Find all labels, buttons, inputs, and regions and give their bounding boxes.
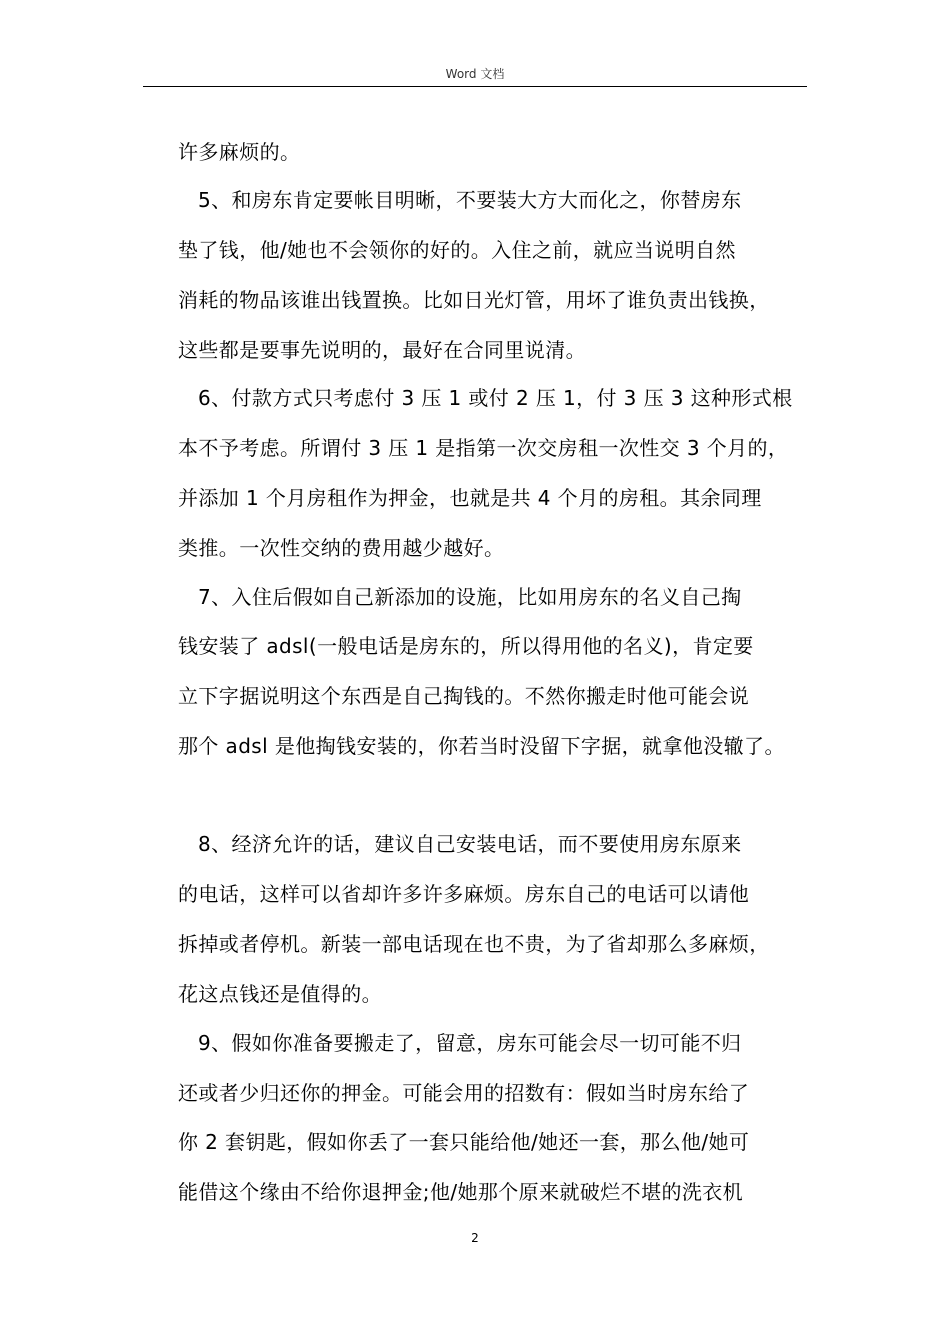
body-line: 类推。一次性交纳的费用越少越好。 <box>178 536 505 560</box>
header-divider <box>143 86 807 87</box>
body-line: 9、假如你准备要搬走了，留意，房东可能会尽一切可能不归 <box>198 1031 742 1055</box>
body-line: 能借这个缘由不给你退押金;他/她那个原来就破烂不堪的洗衣机 <box>178 1180 744 1204</box>
body-line: 6、付款方式只考虑付 3 压 1 或付 2 压 1，付 3 压 3 这种形式根 <box>198 386 793 410</box>
body-line: 5、和房东肯定要帐目明晰，不要装大方大而化之，你替房东 <box>198 188 742 212</box>
page-header: Word 文档 <box>445 67 505 81</box>
body-line: 那个 adsl 是他掏钱安装的，你若当时没留下字据，就拿他没辙了。 <box>178 734 785 758</box>
body-line: 这些都是要事先说明的，最好在合同里说清。 <box>178 338 586 362</box>
page-number: 2 <box>471 1231 479 1245</box>
body-line: 花这点钱还是值得的。 <box>178 982 382 1006</box>
body-line: 还或者少归还你的押金。可能会用的招数有：假如当时房东给了 <box>178 1081 750 1105</box>
body-line: 许多麻烦的。 <box>178 140 301 164</box>
body-line: 消耗的物品该谁出钱置换。比如日光灯管，用坏了谁负责出钱换， <box>178 288 770 312</box>
body-line: 钱安装了 adsl(一般电话是房东的，所以得用他的名义)，肯定要 <box>178 634 754 658</box>
body-line: 垫了钱，他/她也不会领你的好的。入住之前，就应当说明自然 <box>178 238 736 262</box>
body-line: 8、经济允许的话，建议自己安装电话，而不要使用房东原来 <box>198 832 742 856</box>
body-line: 本不予考虑。所谓付 3 压 1 是指第一次交房租一次性交 3 个月的， <box>178 436 789 460</box>
body-line: 的电话，这样可以省却许多许多麻烦。房东自己的电话可以请他 <box>178 882 750 906</box>
body-line: 7、入住后假如自己新添加的设施，比如用房东的名义自己掏 <box>198 585 742 609</box>
body-line: 拆掉或者停机。新装一部电话现在也不贵，为了省却那么多麻烦， <box>178 932 770 956</box>
body-line: 立下字据说明这个东西是自己掏钱的。不然你搬走时他可能会说 <box>178 684 750 708</box>
body-line: 并添加 1 个月房租作为押金，也就是共 4 个月的房租。其余同理 <box>178 486 762 510</box>
body-line: 你 2 套钥匙，假如你丢了一套只能给他/她还一套，那么他/她可 <box>178 1130 750 1154</box>
